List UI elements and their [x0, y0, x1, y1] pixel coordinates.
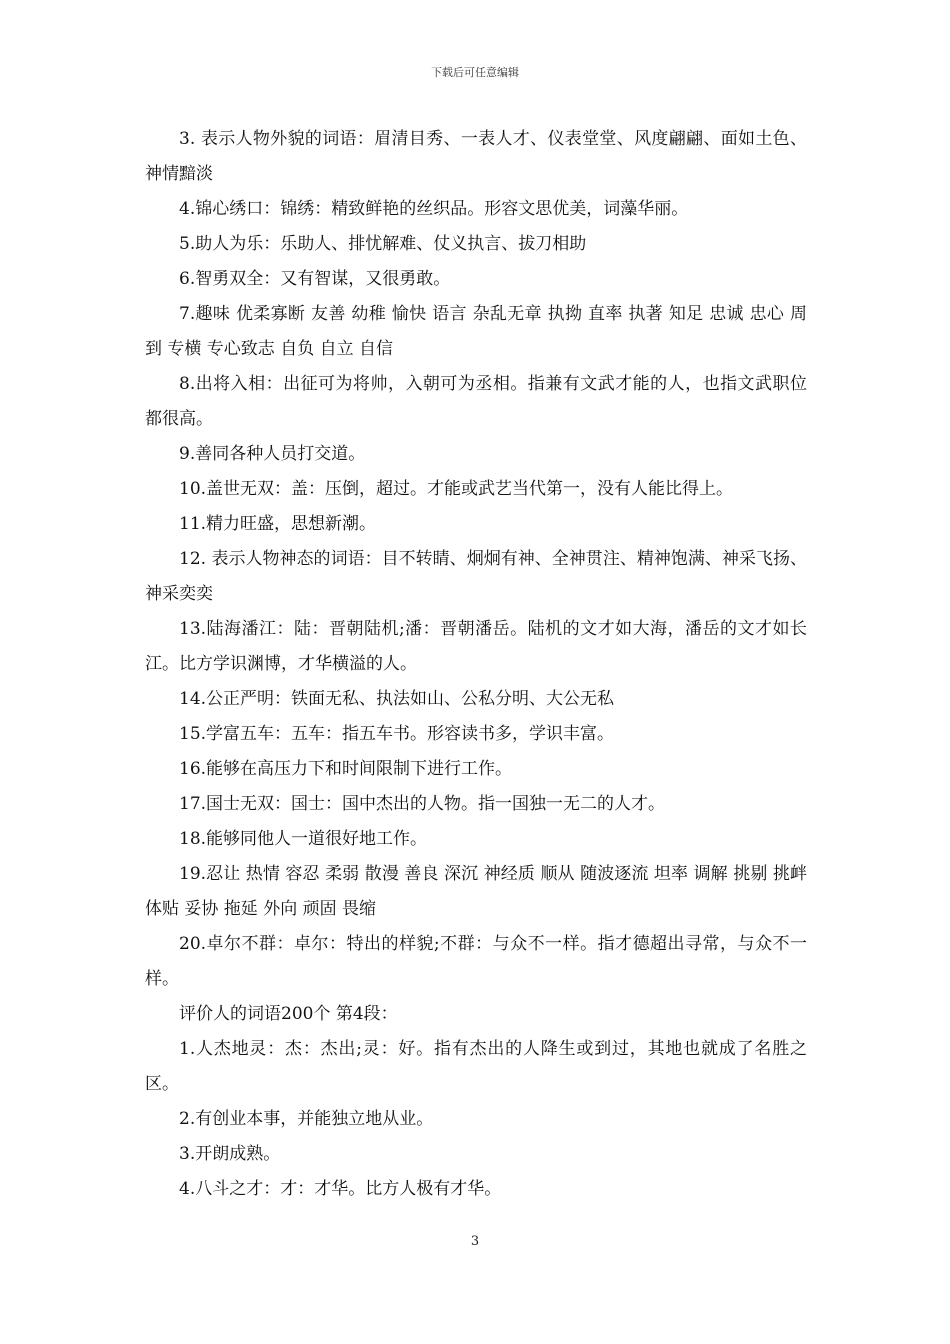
page-header: 下载后可任意编辑 — [431, 66, 519, 79]
paragraph: 11.精力旺盛，思想新潮。 — [179, 514, 377, 534]
paragraph: 9.善同各种人员打交道。 — [179, 444, 366, 464]
paragraph: 5.助人为乐：乐助人、排忧解难、仗义执言、拔刀相助 — [179, 234, 587, 254]
paragraph: 8.出将入相：出征可为将帅，入朝可为丞相。指兼有文武才能的人，也指文武职位都很高。 — [145, 374, 807, 429]
paragraph: 20.卓尔不群：卓尔：特出的样貌;不群：与众不一样。指才德超出寻常，与众不一样。 — [145, 934, 807, 989]
paragraph: 2.有创业本事，并能独立地从业。 — [179, 1109, 434, 1129]
paragraph: 15.学富五车：五车：指五车书。形容读书多，学识丰富。 — [179, 724, 615, 744]
paragraph: 12. 表示人物神态的词语：目不转睛、炯炯有神、全神贯注、精神饱满、神采飞扬、神采奕奕 — [145, 549, 807, 604]
page-number: 3 — [470, 1234, 480, 1249]
paragraph: 4.八斗之才：才：才华。比方人极有才华。 — [179, 1179, 502, 1199]
paragraph: 19.忍让 热情 容忍 柔弱 散漫 善良 深沉 神经质 顺从 随波逐流 坦率 调解 挑剔 挑衅 体贴 妥协 拖延 外向 顽固 畏缩 — [145, 864, 807, 919]
paragraph: 7.趣味 优柔寡断 友善 幼稚 愉快 语言 杂乱无章 执拗 直率 执著 知足 忠诚 忠心 周到 专横 专心致志 自负 自立 自信 — [145, 304, 807, 359]
paragraph: 3.开朗成熟。 — [179, 1144, 281, 1164]
paragraph: 1.人杰地灵：杰：杰出;灵：好。指有杰出的人降生或到过，其地也就成了名胜之区。 — [145, 1039, 807, 1094]
paragraph: 3. 表示人物外貌的词语：眉清目秀、一表人才、仪表堂堂、风度翩翩、面如土色、神情黯淡 — [145, 129, 807, 184]
paragraph: 18.能够同他人一道很好地工作。 — [179, 829, 428, 849]
paragraph: 6.智勇双全：又有智谋，又很勇敢。 — [179, 269, 451, 289]
paragraph: 4.锦心绣口：锦绣：精致鲜艳的丝织品。形容文思优美，词藻华丽。 — [179, 199, 689, 219]
paragraph: 13.陆海潘江：陆：晋朝陆机;潘：晋朝潘岳。陆机的文才如大海，潘岳的文才如长江。比方学识渊博，才华横溢的人。 — [145, 619, 807, 674]
paragraph: 16.能够在高压力下和时间限制下进行工作。 — [179, 759, 513, 779]
paragraph: 14.公正严明：铁面无私、执法如山、公私分明、大公无私 — [179, 689, 615, 709]
document-body — [145, 122, 807, 1207]
paragraph: 10.盖世无双：盖：压倒，超过。才能或武艺当代第一，没有人能比得上。 — [179, 479, 734, 499]
section-heading: 评价人的词语200个 第4段： — [179, 1004, 398, 1024]
paragraph: 17.国士无双：国士：国中杰出的人物。指一国独一无二的人才。 — [179, 794, 666, 814]
